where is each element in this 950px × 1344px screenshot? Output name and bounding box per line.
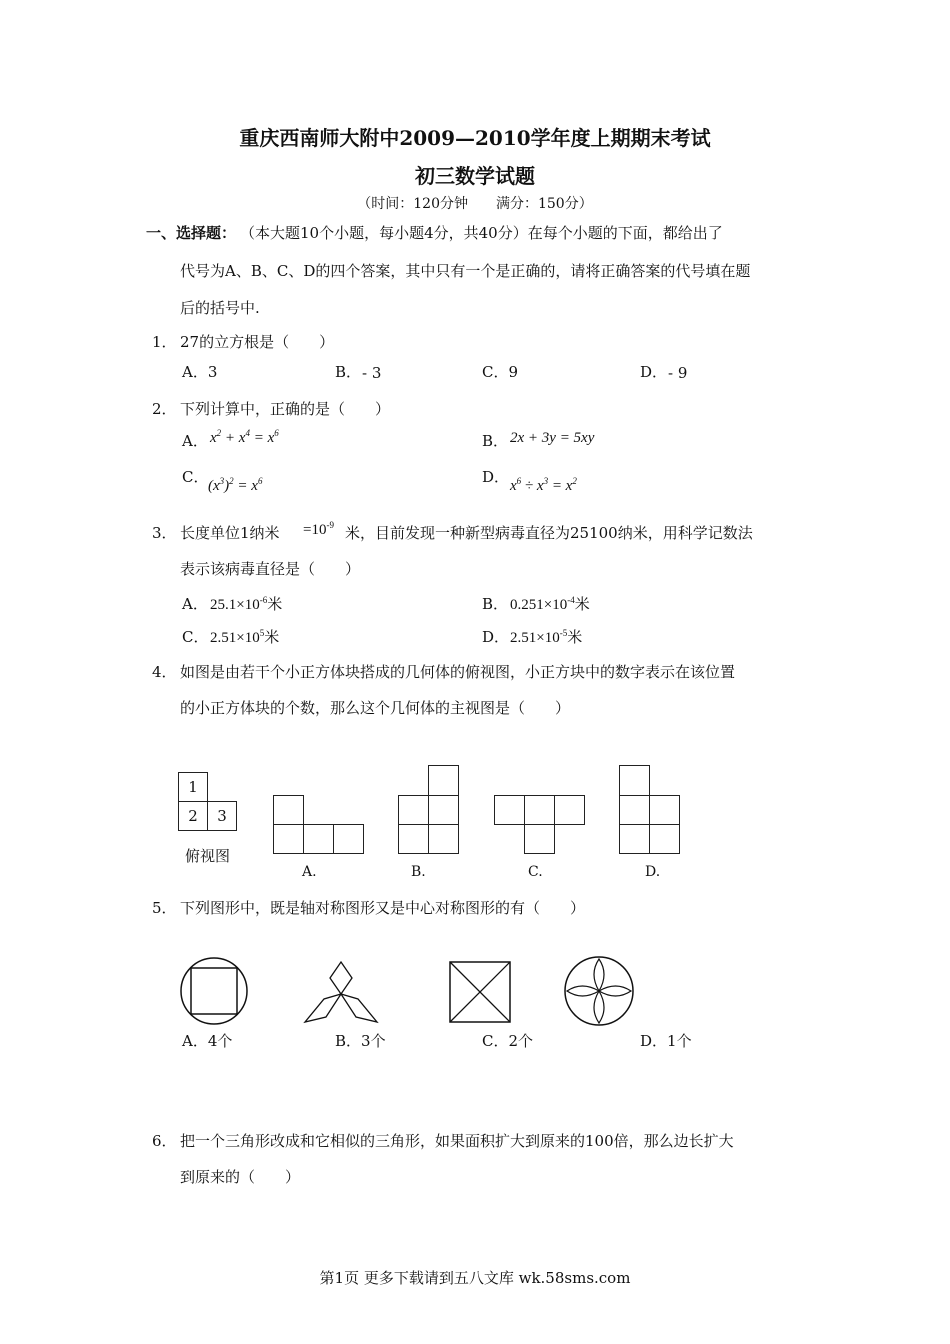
q5-number: 5． — [152, 899, 177, 917]
q3-option-b-label: B． — [482, 595, 509, 613]
q3-stem-line2: 表示该病毒直径是（ ） — [180, 560, 361, 578]
section-intro-3: 后的括号中. — [180, 299, 260, 317]
q4-option-d-label: D. — [645, 864, 661, 880]
q5-option-a: A．4个 — [182, 1032, 233, 1050]
top-view-label: 俯视图 — [185, 847, 231, 865]
q4-number: 4． — [152, 663, 177, 681]
q2-option-b-expr: 2x + 3y = 5xy — [510, 430, 595, 446]
q4-option-a-label: A. — [302, 864, 317, 880]
circle-square-figure — [178, 955, 250, 1027]
q3-option-a-expr: $25.1\times 10^{-6}$米 — [210, 595, 283, 613]
q5-option-d: D．1个 — [640, 1032, 692, 1050]
q1-number: 1． — [152, 333, 177, 351]
three-rhombus-figure — [300, 960, 382, 1026]
q3-option-d-expr: $2.51\times 10^{-5}$米 — [510, 628, 583, 646]
exam-title: 重庆西南师大附中2009—2010学年度上期期末考试 — [239, 126, 711, 150]
q2-option-b-label: B． — [482, 432, 509, 450]
q1-option-a: A．3 — [182, 363, 218, 381]
q1-option-b-label: B． — [335, 363, 362, 381]
q1-option-c: C．9 — [482, 363, 519, 381]
q4-stem-line1: 如图是由若干个小正方体块搭成的几何体的俯视图，小正方块中的数字表示在该位置 — [180, 663, 736, 681]
top-view-cell-2: 2 — [178, 801, 208, 831]
q2-option-d-expr: $x^6 \div x^3 = x^2$ — [510, 476, 577, 494]
square-diagonals-figure — [448, 960, 512, 1024]
q3-stem-part2: 米，目前发现一种新型病毒直径为25100纳米，用科学记数法 — [345, 524, 753, 542]
q1-option-d-label: D． — [640, 363, 668, 381]
q2-option-a-label: A． — [182, 432, 208, 450]
q5-option-c: C．2个 — [482, 1032, 534, 1050]
section-intro-1: （本大题10个小题，每小题4分，共40分）在每个小题的下面，都给出了 — [240, 224, 723, 242]
q2-option-c-expr: $(x^3)^2 = x^6$ — [208, 476, 263, 494]
q6-stem-line2: 到原来的（ ） — [180, 1168, 301, 1186]
q2-option-c-label: C． — [182, 468, 209, 486]
page-footer: 第1页 更多下载请到五八文库 wk.58sms.com — [319, 1269, 631, 1287]
q3-option-c-expr: $2.51\times 10^5$米 — [210, 628, 280, 646]
top-view-cell-3: 3 — [207, 801, 237, 831]
q5-stem: 下列图形中，既是轴对称图形又是中心对称图形的有（ ） — [180, 899, 586, 917]
q2-stem: 下列计算中，正确的是（ ） — [180, 400, 391, 418]
section-intro-2: 代号为A、B、C、D的四个答案，其中只有一个是正确的，请将正确答案的代号填在题 — [180, 262, 751, 280]
q3-stem-eq: $=10^{-9}$ — [303, 520, 334, 538]
q3-number: 3． — [152, 524, 177, 542]
q3-option-c-label: C． — [182, 628, 209, 646]
q2-option-a-expr: $x^2 + x^4 = x^6$ — [210, 428, 279, 446]
section-heading: 一、选择题： — [146, 224, 237, 242]
q2-option-d-label: D． — [482, 468, 510, 486]
exam-info: （时间：120分钟 满分：150分） — [357, 196, 593, 212]
exam-subtitle: 初三数学试题 — [415, 164, 535, 188]
q1-option-d-value: - 9 — [668, 364, 688, 382]
top-view-cell-1: 1 — [178, 772, 208, 802]
q3-option-a-label: A． — [182, 595, 208, 613]
q1-stem: 27的立方根是（ ） — [180, 333, 335, 351]
q3-option-b-expr: $0.251\times 10^{-4}$米 — [510, 595, 590, 613]
q1-option-b-value: - 3 — [362, 364, 382, 382]
q4-option-c-label: C. — [528, 864, 543, 880]
q5-option-b: B．3个 — [335, 1032, 386, 1050]
q6-number: 6． — [152, 1132, 177, 1150]
q3-option-d-label: D． — [482, 628, 510, 646]
q4-stem-line2: 的小正方体块的个数，那么这个几何体的主视图是（ ） — [180, 699, 571, 717]
circle-petals-figure — [562, 954, 636, 1028]
q4-option-b-label: B. — [411, 864, 426, 880]
q2-number: 2． — [152, 400, 177, 418]
q3-stem-part1: 长度单位1纳米 — [180, 524, 280, 542]
q6-stem-line1: 把一个三角形改成和它相似的三角形，如果面积扩大到原来的100倍，那么边长扩大 — [180, 1132, 734, 1150]
